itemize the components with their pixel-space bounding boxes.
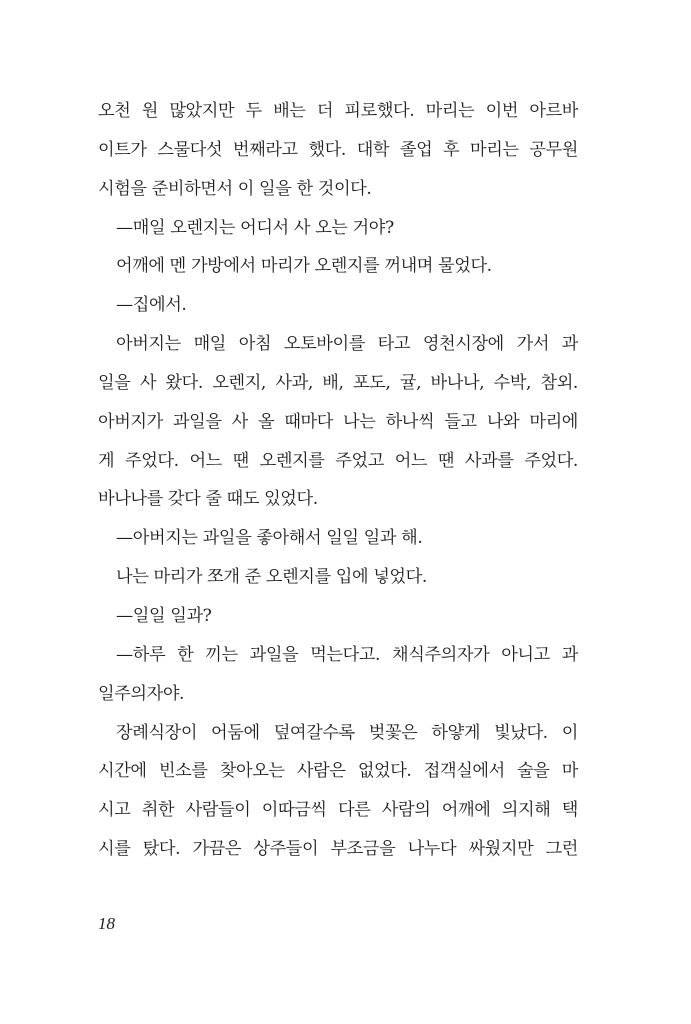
dialogue-line: —아버지는 과일을 좋아해서 일일 일과 해. [116,528,423,549]
text-line: 바나나를 갖다 줄 때도 있었다. [98,489,318,510]
text-line: 시험을 준비하면서 이 일을 한 것이다. [98,178,372,199]
body-text [98,92,578,869]
page-number: 18 [98,914,115,933]
dialogue-line: —집에서. [116,295,187,316]
text-line: 이트가 스물다섯 번째라고 했다. 대학 졸업 후 마리는 공무원 [98,139,578,160]
text-line: 나는 마리가 쪼개 준 오렌지를 입에 넣었다. [116,567,427,588]
text-line: 어깨에 멘 가방에서 마리가 오렌지를 꺼내며 물었다. [116,256,492,277]
text-line: 일을 사 왔다. 오렌지, 사과, 배, 포도, 귤, 바나나, 수박, 참외. [98,372,578,393]
dialogue-line: —일일 일과? [116,605,212,626]
dialogue-line: —매일 오렌지는 어디서 사 오는 거야? [116,217,394,238]
text-line: 일주의자야. [98,683,185,704]
text-line: 시고 취한 사람들이 이따금씩 다른 사람의 어깨에 의지해 택 [98,800,578,821]
text-line: 시를 탔다. 가끔은 상주들이 부조금을 나누다 싸웠지만 그런 [98,839,578,860]
text-line: 아버지가 과일을 사 올 때마다 나는 하나씩 들고 나와 마리에 [98,411,578,432]
dialogue-line: —하루 한 끼는 과일을 먹는다고. 채식주의자가 아니고 과 [116,644,578,665]
text-line: 아버지는 매일 아침 오토바이를 타고 영천시장에 가서 과 [116,334,578,355]
text-line: 게 주었다. 어느 땐 오렌지를 주었고 어느 땐 사과를 주었다. [98,450,578,471]
text-line: 시간에 빈소를 찾아오는 사람은 없었다. 접객실에서 술을 마 [98,761,578,782]
text-line: 오천 원 많았지만 두 배는 더 피로했다. 마리는 이번 아르바 [98,101,578,121]
text-line: 장례식장이 어둠에 덮여갈수록 벚꽃은 하얗게 빛났다. 이 [116,722,578,743]
